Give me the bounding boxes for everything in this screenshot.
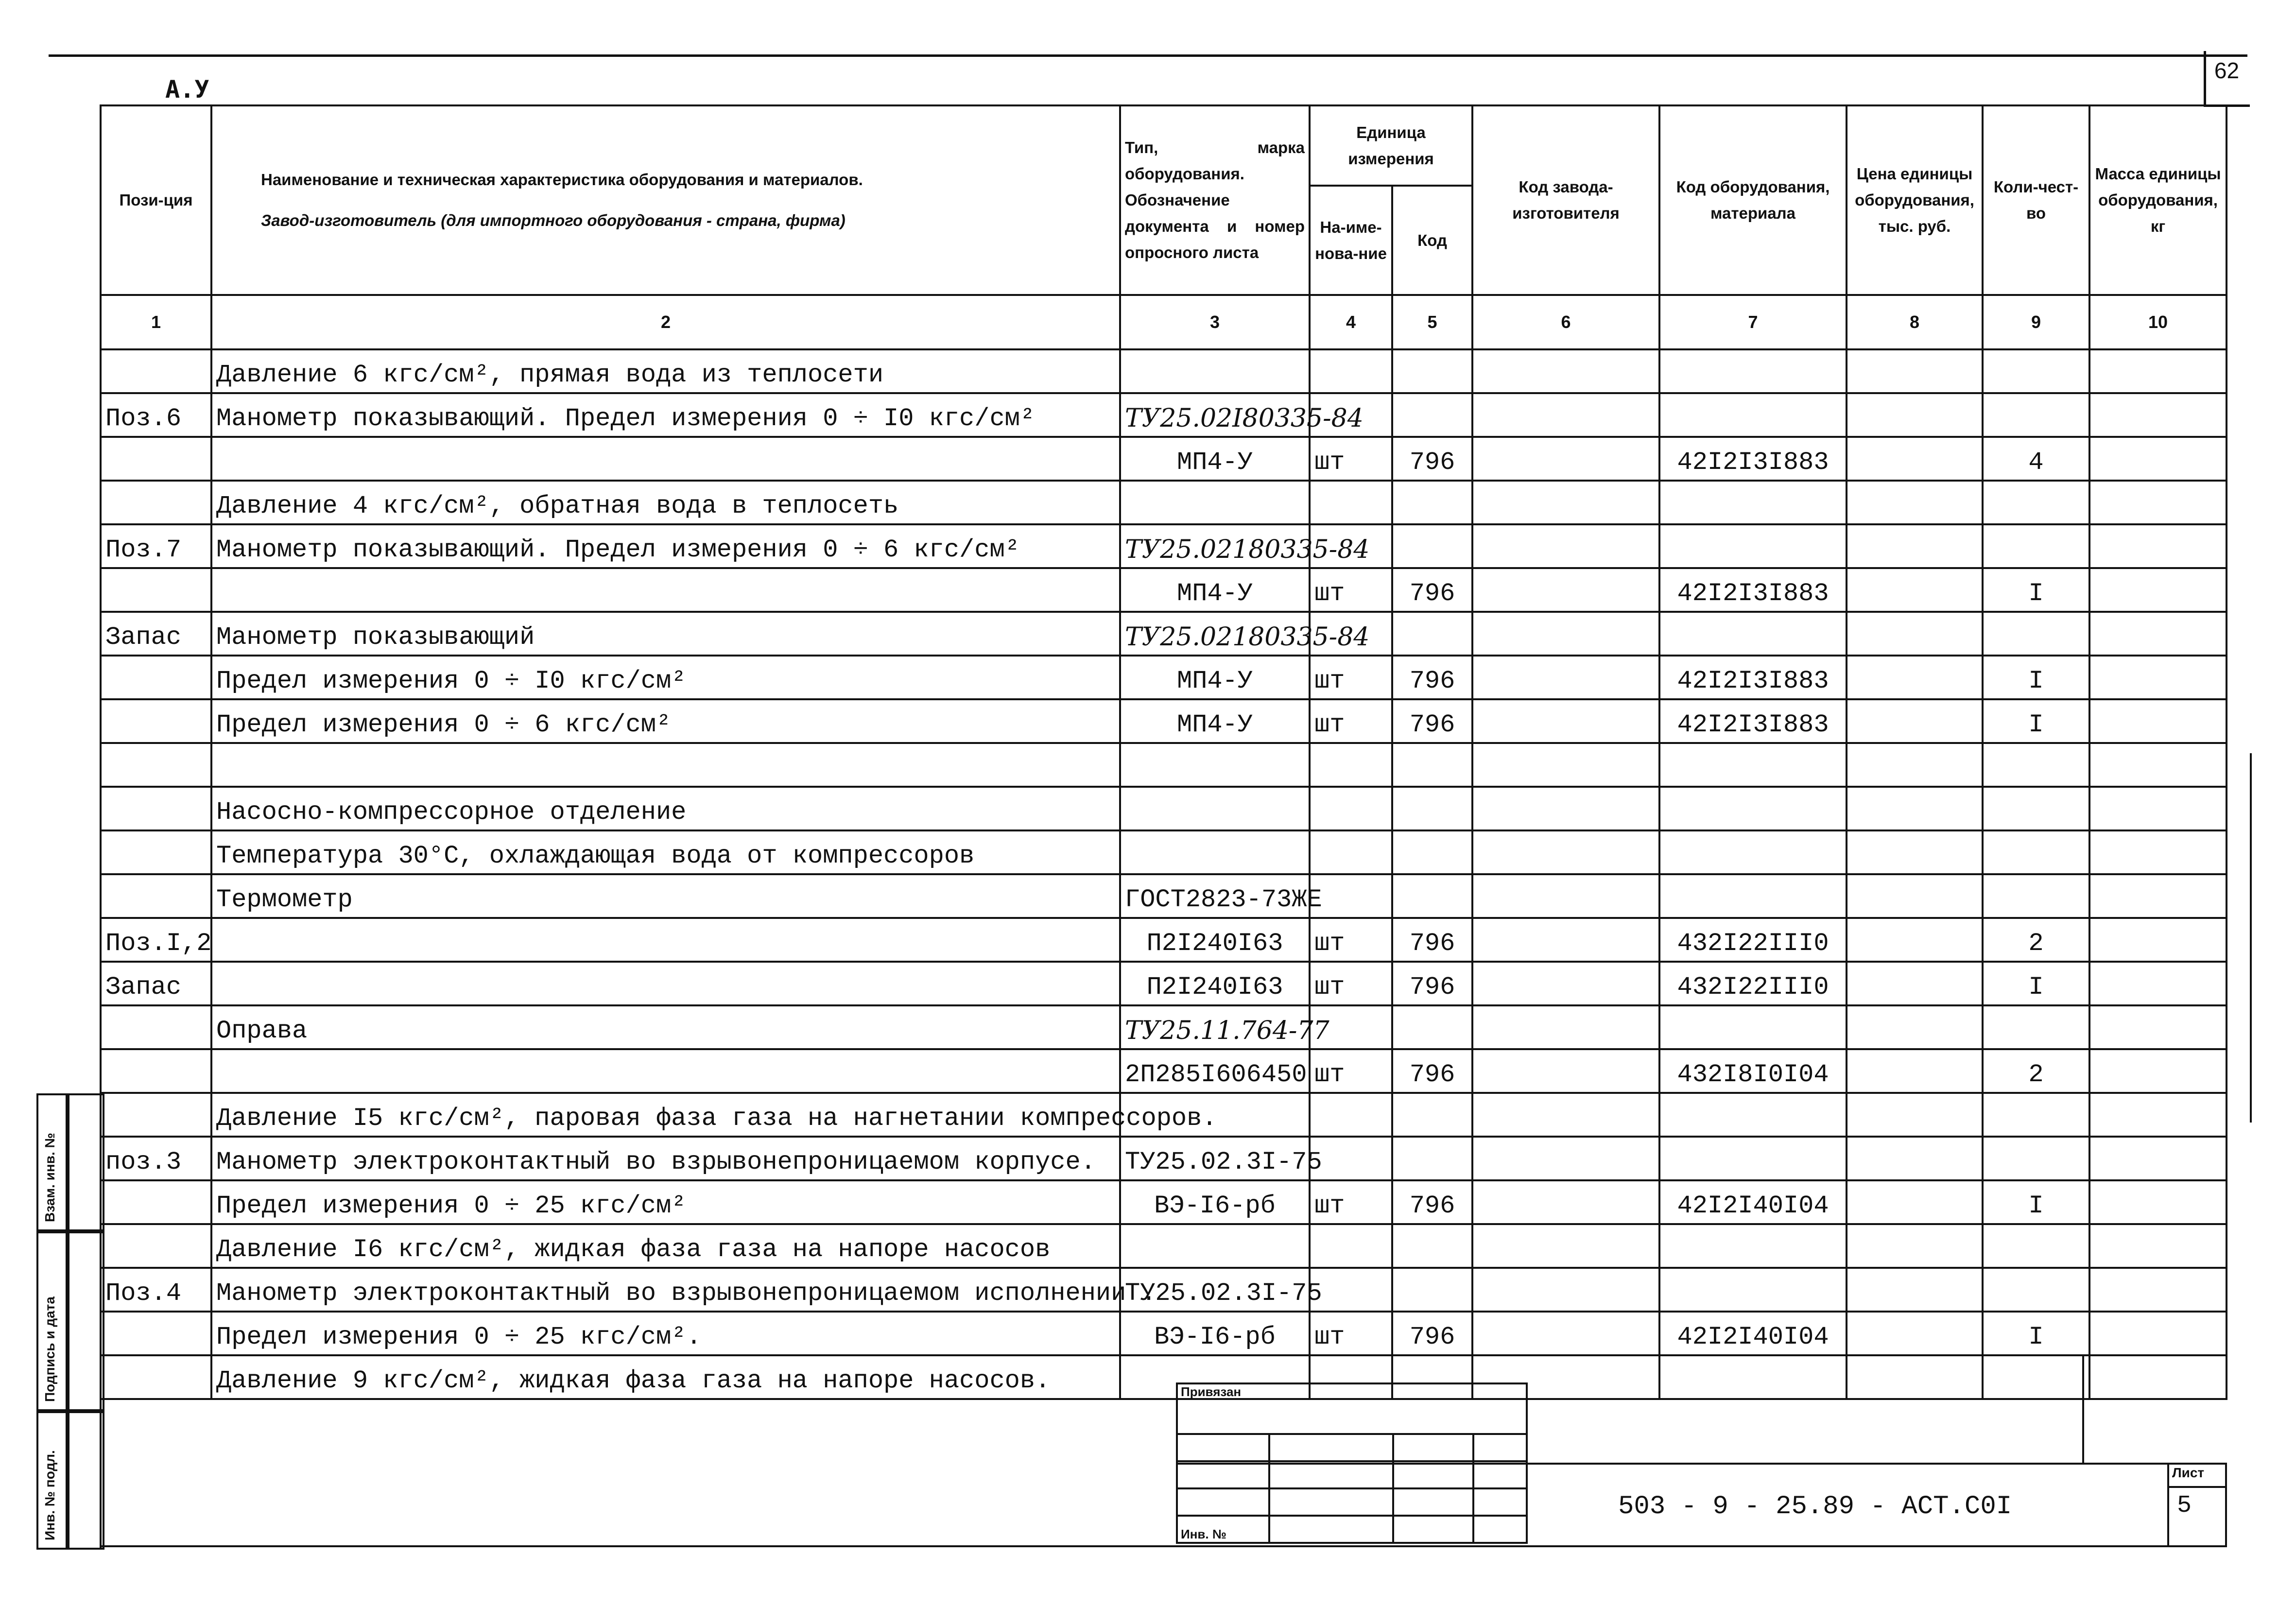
row-unit-code: 796	[1392, 918, 1472, 962]
header-unit-name: На-име-нова-ние	[1310, 186, 1392, 295]
row-price	[1847, 568, 1983, 612]
row-mass	[2089, 437, 2227, 481]
sidebar-original-inv: Инв. № подл.	[42, 1450, 57, 1540]
row-equipment-code	[1659, 1224, 1847, 1268]
row-unit-code	[1392, 1005, 1472, 1049]
header-equipment-code: Код оборудования, материала	[1659, 105, 1847, 295]
row-name: Манометр показывающий. Предел измерения 0 ÷ I0 кгс/см²	[211, 393, 1120, 437]
inventory-label: Инв. №	[1177, 1516, 1269, 1543]
row-type: ГОСТ2823-73ЖЕ	[1120, 874, 1310, 918]
row-mass	[2089, 393, 2227, 437]
row-unit-code	[1392, 481, 1472, 524]
row-position	[101, 437, 211, 481]
row-equipment-code: 42I2I40I04	[1659, 1180, 1847, 1224]
row-position	[101, 481, 211, 524]
row-type	[1120, 743, 1310, 787]
column-number: 7	[1659, 295, 1847, 349]
page-number: 62	[2214, 58, 2240, 83]
table-row	[101, 743, 2227, 787]
row-equipment-code: 42I2I40I04	[1659, 1312, 1847, 1355]
row-quantity: 2	[1983, 1049, 2089, 1093]
table-row	[101, 1093, 2227, 1137]
row-mass	[2089, 1224, 2227, 1268]
table-row	[101, 1268, 2227, 1312]
row-factory-code	[1472, 481, 1659, 524]
header-mass: Масса единицы оборудования, кг	[2089, 105, 2227, 295]
row-name: Оправа	[211, 1005, 1120, 1049]
row-price	[1847, 1180, 1983, 1224]
row-position	[101, 1355, 211, 1399]
row-position	[101, 1224, 211, 1268]
column-number: 4	[1310, 295, 1392, 349]
table-row	[101, 349, 2227, 393]
column-number: 1	[101, 295, 211, 349]
row-unit	[1310, 481, 1392, 524]
header-unit: Единица измерения	[1310, 105, 1472, 186]
row-name: Предел измерения 0 ÷ I0 кгс/см²	[211, 656, 1120, 699]
row-type	[1120, 481, 1310, 524]
row-factory-code	[1472, 962, 1659, 1005]
row-factory-code	[1472, 1093, 1659, 1137]
row-name: Манометр показывающий	[211, 612, 1120, 656]
row-name: Насосно-компрессорное отделение	[211, 787, 1120, 830]
row-quantity	[1983, 1005, 2089, 1049]
row-unit-code	[1392, 787, 1472, 830]
row-position: Запас	[101, 612, 211, 656]
sidebar-replace-inv: Взам. инв. №	[42, 1133, 57, 1222]
row-factory-code	[1472, 1005, 1659, 1049]
table-row	[101, 918, 2227, 962]
row-mass	[2089, 1268, 2227, 1312]
row-unit-code: 796	[1392, 1180, 1472, 1224]
row-type: ТУ25.11.764-77	[1120, 1005, 1310, 1049]
table-row	[101, 568, 2227, 612]
table-row	[101, 656, 2227, 699]
sidebar-field-box	[66, 1093, 104, 1233]
row-name: Давление 9 кгс/см², жидкая фаза газа на напоре насосов.	[211, 1355, 1120, 1399]
row-factory-code	[1472, 1180, 1659, 1224]
table-row	[101, 437, 2227, 481]
row-type	[1120, 349, 1310, 393]
row-equipment-code: 42I2I3I883	[1659, 699, 1847, 743]
row-quantity	[1983, 524, 2089, 568]
row-quantity	[1983, 612, 2089, 656]
row-unit-code	[1392, 1093, 1472, 1137]
row-price	[1847, 437, 1983, 481]
row-name: Предел измерения 0 ÷ 25 кгс/см²	[211, 1180, 1120, 1224]
row-unit-code	[1392, 830, 1472, 874]
row-price	[1847, 1224, 1983, 1268]
row-unit-code: 796	[1392, 656, 1472, 699]
row-unit-code	[1392, 1224, 1472, 1268]
row-equipment-code: 432I22III0	[1659, 918, 1847, 962]
row-type: ТУ25.02I80335-84	[1120, 393, 1310, 437]
row-quantity	[1983, 743, 2089, 787]
table-row	[101, 874, 2227, 918]
row-quantity: 4	[1983, 437, 2089, 481]
row-unit-code	[1392, 874, 1472, 918]
row-mass	[2089, 1093, 2227, 1137]
table-row	[101, 1005, 2227, 1049]
row-mass	[2089, 830, 2227, 874]
row-position	[101, 743, 211, 787]
row-factory-code	[1472, 1137, 1659, 1180]
row-position	[101, 787, 211, 830]
header-type: Тип, марка оборудования. Обозначение документа и номер опросного листа	[1120, 105, 1310, 295]
row-factory-code	[1472, 787, 1659, 830]
row-price	[1847, 699, 1983, 743]
row-unit-code	[1392, 524, 1472, 568]
row-mass	[2089, 1049, 2227, 1093]
row-name	[211, 568, 1120, 612]
row-price	[1847, 1137, 1983, 1180]
row-price	[1847, 830, 1983, 874]
row-type: ВЭ-I6-рб	[1120, 1312, 1310, 1355]
row-price	[1847, 1355, 1983, 1399]
table-row	[101, 524, 2227, 568]
row-quantity: I	[1983, 699, 2089, 743]
row-unit: шт	[1310, 437, 1392, 481]
row-type: П2I240I63	[1120, 962, 1310, 1005]
row-unit-code	[1392, 1137, 1472, 1180]
row-name	[211, 743, 1120, 787]
row-mass	[2089, 524, 2227, 568]
row-price	[1847, 612, 1983, 656]
row-equipment-code: 432I22III0	[1659, 962, 1847, 1005]
row-type: ВЭ-I6-рб	[1120, 1180, 1310, 1224]
row-equipment-code: 432I8I0I04	[1659, 1049, 1847, 1093]
sheet-number: 5	[2177, 1492, 2192, 1520]
row-type: ТУ25.02180335-84	[1120, 524, 1310, 568]
row-price	[1847, 393, 1983, 437]
table-row	[101, 393, 2227, 437]
row-quantity: I	[1983, 568, 2089, 612]
row-quantity	[1983, 787, 2089, 830]
row-factory-code	[1472, 524, 1659, 568]
row-price	[1847, 874, 1983, 918]
table-row	[101, 1355, 2227, 1399]
row-factory-code	[1472, 1224, 1659, 1268]
table-row	[101, 1180, 2227, 1224]
row-mass	[2089, 481, 2227, 524]
row-name	[211, 1049, 1120, 1093]
row-quantity	[1983, 874, 2089, 918]
row-unit-code	[1392, 1268, 1472, 1312]
table-row	[101, 830, 2227, 874]
row-unit-code: 796	[1392, 1049, 1472, 1093]
row-equipment-code	[1659, 393, 1847, 437]
row-unit-code: 796	[1392, 568, 1472, 612]
row-equipment-code: 42I2I3I883	[1659, 568, 1847, 612]
row-mass	[2089, 962, 2227, 1005]
row-equipment-code	[1659, 1005, 1847, 1049]
row-quantity	[1983, 1224, 2089, 1268]
row-quantity: I	[1983, 656, 2089, 699]
row-factory-code	[1472, 699, 1659, 743]
row-type	[1120, 1224, 1310, 1268]
table-row	[101, 1312, 2227, 1355]
row-quantity	[1983, 481, 2089, 524]
row-price	[1847, 524, 1983, 568]
table-row	[101, 1137, 2227, 1180]
header-quantity: Коли-чест-во	[1983, 105, 2089, 295]
right-frame-line	[2082, 1356, 2084, 1463]
row-quantity: I	[1983, 962, 2089, 1005]
row-name: Предел измерения 0 ÷ 25 кгс/см².	[211, 1312, 1120, 1355]
row-equipment-code	[1659, 830, 1847, 874]
row-type	[1120, 830, 1310, 874]
row-quantity	[1983, 393, 2089, 437]
row-unit: шт	[1310, 1312, 1392, 1355]
row-position	[101, 568, 211, 612]
row-unit: шт	[1310, 1049, 1392, 1093]
row-factory-code	[1472, 568, 1659, 612]
row-position: поз.3	[101, 1137, 211, 1180]
row-unit: шт	[1310, 962, 1392, 1005]
row-unit	[1310, 787, 1392, 830]
row-name: Термометр	[211, 874, 1120, 918]
row-equipment-code: 42I2I3I883	[1659, 437, 1847, 481]
row-unit-code	[1392, 349, 1472, 393]
row-equipment-code	[1659, 481, 1847, 524]
sheet-divider	[2167, 1486, 2225, 1488]
row-quantity	[1983, 830, 2089, 874]
specification-table	[100, 104, 2227, 1400]
row-factory-code	[1472, 1312, 1659, 1355]
row-position: Поз.6	[101, 393, 211, 437]
row-type: МП4-У	[1120, 656, 1310, 699]
row-name: Давление I6 кгс/см², жидкая фаза газа на напоре насосов	[211, 1224, 1120, 1268]
row-factory-code	[1472, 656, 1659, 699]
row-unit-code: 796	[1392, 699, 1472, 743]
row-factory-code	[1472, 918, 1659, 962]
sidebar-signature-date: Подпись и дата	[42, 1296, 57, 1402]
row-mass	[2089, 1180, 2227, 1224]
row-mass	[2089, 1355, 2227, 1399]
row-position	[101, 1312, 211, 1355]
row-name: Давление 4 кгс/см², обратная вода в теплосеть	[211, 481, 1120, 524]
row-position	[101, 1005, 211, 1049]
row-position: Поз.7	[101, 524, 211, 568]
row-price	[1847, 743, 1983, 787]
row-position: Поз.4	[101, 1268, 211, 1312]
row-mass	[2089, 349, 2227, 393]
header-unit-code: Код	[1392, 186, 1472, 295]
row-price	[1847, 1268, 1983, 1312]
row-mass	[2089, 568, 2227, 612]
row-price	[1847, 481, 1983, 524]
row-quantity	[1983, 349, 2089, 393]
row-position	[101, 699, 211, 743]
row-type: МП4-У	[1120, 699, 1310, 743]
row-equipment-code	[1659, 743, 1847, 787]
top-frame-line	[49, 54, 2247, 57]
row-mass	[2089, 787, 2227, 830]
row-name: Манометр электроконтактный во взрывонепроницаемом корпусе.	[211, 1137, 1120, 1180]
row-equipment-code	[1659, 1137, 1847, 1180]
row-name: Манометр показывающий. Предел измерения 0 ÷ 6 кгс/см²	[211, 524, 1120, 568]
row-factory-code	[1472, 1049, 1659, 1093]
header-name-line2: Завод-изготовитель (для импортного оборудования - страна, фирма)	[261, 211, 846, 229]
row-equipment-code	[1659, 874, 1847, 918]
row-unit-code: 796	[1392, 1312, 1472, 1355]
column-number: 8	[1847, 295, 1983, 349]
row-price	[1847, 656, 1983, 699]
row-mass	[2089, 612, 2227, 656]
row-position	[101, 1093, 211, 1137]
column-number: 10	[2089, 295, 2227, 349]
row-price	[1847, 1005, 1983, 1049]
row-name	[211, 962, 1120, 1005]
row-name: Манометр электроконтактный во взрывонепроницаемом исполнении .	[211, 1268, 1120, 1312]
row-mass	[2089, 1005, 2227, 1049]
row-position	[101, 1049, 211, 1093]
row-mass	[2089, 656, 2227, 699]
row-quantity	[1983, 1268, 2089, 1312]
row-unit	[1310, 743, 1392, 787]
row-name: Температура 30°С, охлаждающая вода от компрессоров	[211, 830, 1120, 874]
row-quantity	[1983, 1355, 2089, 1399]
row-unit-code	[1392, 743, 1472, 787]
row-factory-code	[1472, 743, 1659, 787]
row-factory-code	[1472, 1268, 1659, 1312]
row-type: МП4-У	[1120, 437, 1310, 481]
right-margin-line	[2250, 753, 2252, 1123]
row-equipment-code	[1659, 787, 1847, 830]
row-mass	[2089, 743, 2227, 787]
row-position	[101, 830, 211, 874]
row-unit: шт	[1310, 656, 1392, 699]
row-position	[101, 349, 211, 393]
table-row	[101, 699, 2227, 743]
row-type: ТУ25.02.3I-75	[1120, 1137, 1310, 1180]
table-row	[101, 1049, 2227, 1093]
row-type: ТУ25.02180335-84	[1120, 612, 1310, 656]
column-number: 6	[1472, 295, 1659, 349]
row-factory-code	[1472, 612, 1659, 656]
column-number: 9	[1983, 295, 2089, 349]
row-unit: шт	[1310, 568, 1392, 612]
row-position	[101, 656, 211, 699]
row-equipment-code	[1659, 1268, 1847, 1312]
row-position: Поз.I,2	[101, 918, 211, 962]
row-equipment-code: 42I2I3I883	[1659, 656, 1847, 699]
row-unit	[1310, 1224, 1392, 1268]
row-quantity: I	[1983, 1312, 2089, 1355]
row-type: МП4-У	[1120, 568, 1310, 612]
row-name	[211, 918, 1120, 962]
row-type: ТУ25.02.3I-75	[1120, 1268, 1310, 1312]
row-unit-code	[1392, 612, 1472, 656]
row-position	[101, 1180, 211, 1224]
row-name: Давление I5 кгс/см², паровая фаза газа на нагнетании компрессоров.	[211, 1093, 1120, 1137]
row-type: 2П285I606450	[1120, 1049, 1310, 1093]
row-equipment-code	[1659, 1093, 1847, 1137]
row-mass	[2089, 1137, 2227, 1180]
table-row	[101, 612, 2227, 656]
row-price	[1847, 787, 1983, 830]
row-price	[1847, 1093, 1983, 1137]
row-mass	[2089, 699, 2227, 743]
row-quantity: I	[1983, 1180, 2089, 1224]
row-factory-code	[1472, 830, 1659, 874]
row-equipment-code	[1659, 524, 1847, 568]
row-mass	[2089, 1312, 2227, 1355]
row-equipment-code	[1659, 349, 1847, 393]
row-unit: шт	[1310, 1180, 1392, 1224]
left-sidebar	[36, 1093, 104, 1548]
column-number: 3	[1120, 295, 1310, 349]
row-factory-code	[1472, 349, 1659, 393]
row-type	[1120, 787, 1310, 830]
row-name: Предел измерения 0 ÷ 6 кгс/см²	[211, 699, 1120, 743]
row-unit: шт	[1310, 699, 1392, 743]
sheet-marker: А.У	[165, 75, 209, 104]
row-name: Давление 6 кгс/см², прямая вода из теплосети	[211, 349, 1120, 393]
header-factory-code: Код завода-изготовителя	[1472, 105, 1659, 295]
row-unit-code: 796	[1392, 962, 1472, 1005]
row-type: П2I240I63	[1120, 918, 1310, 962]
table-row	[101, 787, 2227, 830]
row-position	[101, 874, 211, 918]
row-factory-code	[1472, 437, 1659, 481]
row-quantity: 2	[1983, 918, 2089, 962]
header-name-line1: Наименование и техническая характеристика оборудования и материалов.	[261, 171, 863, 189]
row-price	[1847, 349, 1983, 393]
row-unit	[1310, 830, 1392, 874]
sidebar-field-box	[66, 1229, 104, 1413]
row-mass	[2089, 918, 2227, 962]
column-number: 2	[211, 295, 1120, 349]
sheet-label: Лист	[2172, 1465, 2205, 1480]
row-unit-code	[1392, 393, 1472, 437]
row-unit-code: 796	[1392, 437, 1472, 481]
row-unit: шт	[1310, 918, 1392, 962]
column-number: 5	[1392, 295, 1472, 349]
row-position: Запас	[101, 962, 211, 1005]
row-price	[1847, 1312, 1983, 1355]
table-row	[101, 481, 2227, 524]
table-row	[101, 962, 2227, 1005]
row-equipment-code	[1659, 612, 1847, 656]
row-quantity	[1983, 1137, 2089, 1180]
header-position: Пози-ция	[101, 105, 211, 295]
table-row	[101, 1224, 2227, 1268]
row-price	[1847, 918, 1983, 962]
row-factory-code	[1472, 874, 1659, 918]
header-price: Цена единицы оборудования, тыс. руб.	[1847, 105, 1983, 295]
row-mass	[2089, 874, 2227, 918]
row-price	[1847, 962, 1983, 1005]
row-equipment-code	[1659, 1355, 1847, 1399]
header-name	[211, 105, 1120, 295]
tied-label: Привязан	[1177, 1383, 1527, 1434]
row-unit	[1310, 1093, 1392, 1137]
row-price	[1847, 1049, 1983, 1093]
document-number: 503 - 9 - 25.89 - АСТ.С0I	[1618, 1492, 2012, 1521]
row-name	[211, 437, 1120, 481]
sidebar-field-box	[66, 1409, 104, 1550]
row-factory-code	[1472, 393, 1659, 437]
row-unit	[1310, 349, 1392, 393]
row-quantity	[1983, 1093, 2089, 1137]
